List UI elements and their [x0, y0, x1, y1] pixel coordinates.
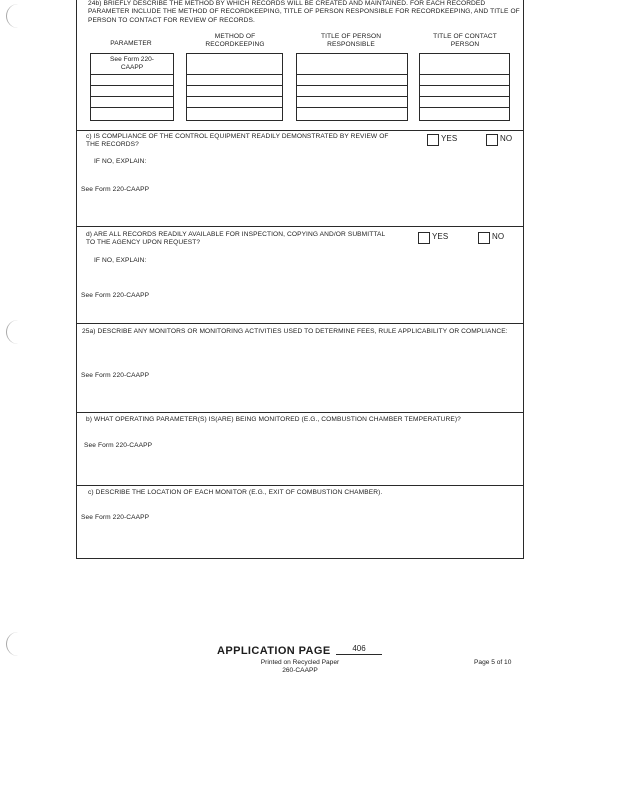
method-table[interactable]: [186, 53, 283, 121]
section-c-answer[interactable]: See Form 220-CAAPP: [81, 186, 150, 193]
section-c-no-label: NO: [500, 134, 513, 143]
section-c2-answer[interactable]: See Form 220-CAAPP: [81, 514, 150, 521]
section-d-no-checkbox[interactable]: [478, 232, 490, 244]
application-page-number[interactable]: 406: [336, 644, 382, 655]
section-divider: [76, 226, 524, 227]
page-of-label: Page 5 of 10: [474, 659, 512, 666]
section-c-yes-label: YES: [441, 134, 458, 143]
section-d-explain-label: IF NO, EXPLAIN:: [94, 257, 147, 264]
recycled-paper-note: Printed on Recycled Paper: [260, 659, 340, 666]
parameter-table[interactable]: [90, 53, 174, 121]
section-b-answer[interactable]: See Form 220-CAAPP: [84, 442, 153, 449]
binder-hole-mark: [6, 632, 21, 656]
section-25a-answer[interactable]: See Form 220-CAAPP: [81, 372, 150, 379]
section-b-question: b) WHAT OPERATING PARAMETER(S) IS(ARE) BEING MONITORED (E.G., COMBUSTION CHAMBER TEMPERATURE)?: [86, 416, 461, 423]
section-25a-question: 25a) DESCRIBE ANY MONITORS OR MONITORING ACTIVITIES USED TO DETERMINE FEES, RULE APPLICABILITY OR COMPLIANCE:: [82, 328, 508, 335]
binder-hole-mark: [6, 4, 21, 28]
section-c2-question: c) DESCRIBE THE LOCATION OF EACH MONITOR (E.G., EXIT OF COMBUSTION CHAMBER).: [88, 489, 383, 496]
section-d-question: d) ARE ALL RECORDS READILY AVAILABLE FOR INSPECTION, COPYING AND/OR SUBMITTAL TO THE AGENCY UPON REQUEST?: [86, 231, 385, 247]
form-id: 260-CAAPP: [282, 667, 318, 674]
section-c-no-checkbox[interactable]: [486, 134, 498, 146]
section-24b-instruction: 24b) BRIEFLY DESCRIBE THE METHOD BY WHICH RECORDS WILL BE CREATED AND MAINTAINED. FOR EACH RECORDED PARAMETER INCLUDE THE METHOD OF RECORDKEEPING, TITLE OF PERSON RESPONSIBLE FOR RECORDKEEPING, AND TITLE OF PERSON TO CONTACT FOR REVIEW OF RECORDS.: [88, 0, 520, 24]
section-divider: [76, 323, 524, 324]
section-c-question: c) IS COMPLIANCE OF THE CONTROL EQUIPMENT READILY DEMONSTRATED BY REVIEW OF THE RECORDS?: [86, 133, 389, 149]
section-divider: [76, 412, 524, 413]
col-header-method: METHOD OF RECORDKEEPING: [205, 33, 265, 49]
section-d-no-label: NO: [492, 232, 505, 241]
responsible-table[interactable]: [296, 53, 408, 121]
contact-table[interactable]: [419, 53, 510, 121]
section-c-yes-checkbox[interactable]: [427, 134, 439, 146]
section-d-yes-checkbox[interactable]: [418, 232, 430, 244]
col-header-contact-person: TITLE OF CONTACT PERSON: [433, 33, 497, 49]
parameter-cell-value: See Form 220-CAAPP: [110, 56, 154, 71]
section-divider: [76, 485, 524, 486]
binder-hole-mark: [6, 320, 21, 344]
section-d-yes-label: YES: [432, 232, 449, 241]
col-header-person-responsible: TITLE OF PERSON RESPONSIBLE: [320, 33, 382, 49]
section-c-explain-label: IF NO, EXPLAIN:: [94, 158, 147, 165]
section-d-answer[interactable]: See Form 220-CAAPP: [81, 292, 150, 299]
col-header-parameter: PARAMETER: [110, 40, 152, 47]
application-page-title: APPLICATION PAGE: [217, 645, 331, 657]
section-divider: [76, 130, 524, 131]
